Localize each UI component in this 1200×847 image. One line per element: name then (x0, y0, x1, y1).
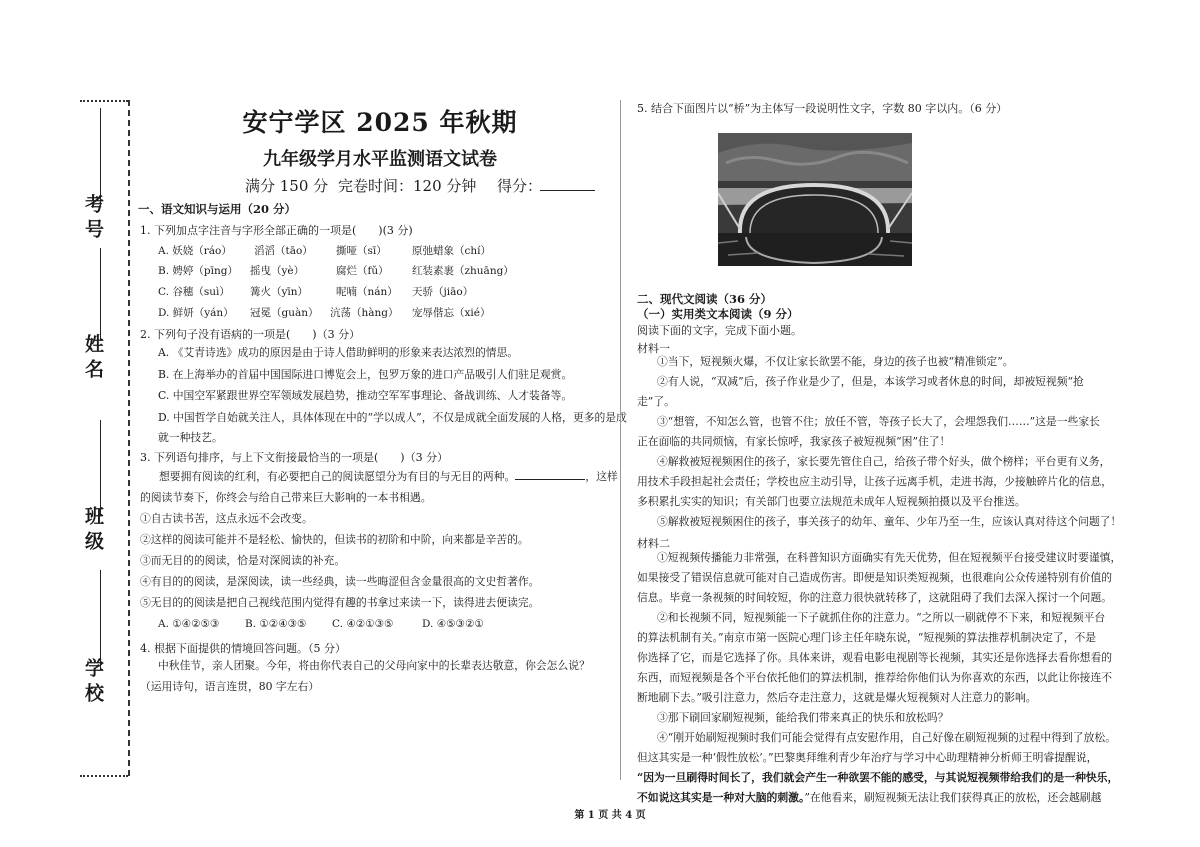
exam-subtitle: 九年级学月水平监测语文试卷 (263, 149, 497, 170)
material1-line: ⑤解救被短视频困住的孩子，事关孩子的幼年、童年、少年乃至一生，应该认真对待这个问题了！ (657, 515, 1122, 528)
q3-intro-a: 想要拥有阅读的红利，有必要把自己的阅读愿望分为有目的与无目的两种。 (159, 470, 516, 483)
binding-margin-top-edge (80, 100, 128, 102)
material1-line: ②有人说，“双减”后，孩子作业是少了，但是，本该学习或者休息的时间，却被短视频“抢 (657, 375, 1084, 388)
name-blank[interactable] (100, 248, 101, 340)
q3-stem: 3. 下列语句排序，与上下文衔接最恰当的一项是( )（3 分） (140, 451, 449, 464)
material2-line: 你选择了它，而是它选择了你。具体来讲，观看电影电视剧等长视频，其实还是你选择去看你想看的 (637, 651, 1113, 664)
q3-item: ③而无目的的阅读，恰是对深阅读的补充。 (140, 554, 346, 567)
q2-line: D. 中国哲学自始就关注人，具体体现在中的“学以成人”，不仅是成就全面发展的人格，更多的是成 (158, 411, 627, 424)
q3-intro-b: ，这样 (585, 470, 618, 483)
exam-title: 安宁学区 2025 年秋期 (242, 108, 518, 137)
q5-stem: 5. 结合下面图片以“桥”为主体写一段说明性文字，字数 80 字以内。（6 分） (637, 102, 1008, 115)
q3-intro-c: 的阅读节奏下，你终会与给自己带来巨大影响的一本书相遇。 (140, 491, 432, 504)
q1-option-d-3: 沆荡（hàng） (330, 307, 399, 319)
material2-p4-bold: 不如说这其实是一种对大脑的刺激。 (637, 791, 805, 804)
material2-line: 东西，而短视频是各个平台依托他们的算法机制，推荐给你他们认为你喜欢的东西，以此让你接连不 (637, 671, 1113, 684)
material1-line: ①当下，短视频火爆，不仅让家长欲罢不能，身边的孩子也被“精准锁定”。 (657, 355, 1014, 368)
material2-line: 断地刷下去。”吸引注意力，然后夺走注意力，这就是爆火短视频对人注意力的影响。 (637, 691, 1037, 704)
class-blank[interactable] (100, 420, 101, 516)
material2-p4-line: 但这其实是一种‘假性放松’。”巴黎奥拜维利青少年治疗与学习中心助理精神分析师王明睿提醒说， (637, 751, 1098, 764)
q4-stem: 4. 根据下面提供的情境回答问题。（5 分） (140, 642, 346, 655)
q2-line: C. 中国空军紧跟世界空军领域发展趋势，推动空军军事理论、备战训练、人才装备等。 (158, 389, 573, 402)
q1-option-a-3: 撕哑（sī） (336, 245, 387, 257)
exam-no-label: 考号 (82, 194, 104, 244)
score-blank[interactable] (540, 190, 595, 191)
q3-item: ②这样的阅读可能并不是轻松、愉快的，但读书的初阶和中阶，向来都是辛苦的。 (140, 533, 529, 546)
reading-instruction: 阅读下面的文字，完成下面小题。 (637, 324, 802, 337)
q1-stem: 1. 下列加点字注音与字形全部正确的一项是( )(3 分) (140, 224, 413, 237)
part1-heading: 一、语文知识与运用（20 分） (138, 202, 297, 216)
q3-choice-c: C. ④②①③⑤ (332, 618, 394, 630)
q3-answer-blank[interactable] (515, 469, 585, 480)
material2-p4-tail: ”在他看来，刷短视频无法让我们获得真正的放松，还会越刷越 (804, 791, 1102, 804)
material2-p4-line (637, 788, 1101, 808)
name-label: 姓名 (82, 334, 104, 384)
q2-line: B. 在上海举办的首届中国国际进口博览会上，包罗万象的进口产品吸引人们驻足观赏。 (158, 368, 573, 381)
exam-time: 完卷时间：120 分钟 (338, 177, 477, 195)
full-marks: 满分 150 分 (245, 177, 329, 195)
material1-line: 正在面临的共同烦恼，有家长惊呼，我家孩子被短视频“困”住了！ (637, 435, 951, 448)
page-footer: 第 1 页 共 4 页 (574, 810, 646, 821)
q3-choice-d: D. ④⑤③②① (422, 618, 484, 630)
q2-line: A. 《艾青诗选》成功的原因是由于诗人借助鲜明的形象来表达浓烈的情思。 (158, 346, 519, 359)
q2-line: 就一种技艺。 (158, 431, 223, 444)
binding-margin-bottom-edge (80, 775, 128, 777)
q1-option-b-4: 红装素裹（zhuāng） (412, 265, 514, 277)
material2-label: 材料二 (637, 537, 670, 550)
material1-line: 走”了。 (637, 395, 675, 408)
q1-option-b-1: B. 娉婷（pīng） (158, 265, 238, 277)
q1-option-a-4: 原弛蜡象（chí） (412, 245, 492, 257)
q1-option-b-3: 腐烂（fǔ） (336, 265, 389, 277)
q3-choice-a: A. ①④②⑤③ (158, 618, 220, 630)
material2-line: ③那下刷回家刷短视频，能给我们带来真正的快乐和放松吗？ (657, 711, 949, 724)
q2-stem: 2. 下列句子没有语病的一项是( )（3 分） (140, 328, 361, 341)
q1-option-c-4: 天骄（jiāo） (412, 286, 474, 298)
bridge-photo (718, 133, 912, 266)
q3-intro-line (159, 467, 618, 487)
material2-line: 信息。毕竟一条视频的时间较短，你的注意力很快就转移了，这就阻碍了我们去深入探讨一个问题。 (637, 591, 1113, 604)
q1-option-c-3: 呢喃（nán） (336, 286, 398, 298)
material1-line: 用技术手段担起社会责任；学校也应主动引导，让孩子远离手机，走进书海，少接触碎片化的信息， (637, 475, 1113, 488)
material1-line: ④解救被短视频困住的孩子，家长要先管住自己，给孩子带个好头，做个榜样；平台更有义务， (657, 455, 1111, 468)
material2-line: ②和长视频不同，短视频能一下子就抓住你的注意力。“之所以一刷就停不下来，和短视频平台 (657, 611, 1106, 624)
q3-choice-b: B. ①②④③⑤ (245, 618, 307, 630)
q3-item: ①自古读书苦，这点永远不会改变。 (140, 512, 313, 525)
q1-option-d-2: 冠冕（guàn） (250, 307, 319, 319)
material1-label: 材料一 (637, 342, 670, 355)
material2-p4-line: “因为一旦刷得时间长了，我们就会产生一种欲罢不能的感受，与其说短视频带给我们的是一种快乐， (637, 771, 1119, 784)
material1-line: 多积累扎实实的知识；有关部门也要立法规范未成年人短视频拍摄以及平台推送。 (637, 495, 1026, 508)
school-blank[interactable] (100, 570, 101, 670)
q4-line: 中秋佳节，亲人团聚。今年，将由你代表自己的父母向家中的长辈表达敬意，你会怎么说？ (158, 659, 590, 672)
binding-cut-line (128, 100, 130, 776)
q1-option-d-1: D. 鲜妍（yán） (158, 307, 234, 319)
q1-option-d-4: 宠辱偕忘（xié） (412, 307, 491, 319)
class-label: 班级 (82, 506, 104, 556)
q1-option-c-2: 篝火（yīn） (250, 286, 309, 298)
material1-line: ③“想管，不知怎么管，也管不住；放任不管，等孩子长大了，会埋怨我们……”这是一些家长 (657, 415, 1100, 428)
column-divider (620, 100, 621, 780)
part2-heading: 二、现代文阅读（36 分） (637, 292, 773, 306)
q1-option-a-2: 滔滔（tāo） (254, 245, 313, 257)
material2-p4-line: ④“刚开始刷短视频时我们可能会觉得有点安慰作用，自己好像在刷短视频的过程中得到了放松。 (657, 731, 1116, 744)
material2-line: 如果接受了错误信息就可能对自己造成伤害。即便是知识类短视频，也很难向公众传递特别有价值的 (637, 571, 1113, 584)
material2-line: 的算法机制有关。”南京市第一医院心理门诊主任年晓东说，“短视频的算法推荐机制决定了，不是 (637, 631, 1097, 644)
q1-option-b-2: 摇曳（yè） (250, 265, 305, 277)
school-label: 学校 (82, 658, 104, 708)
q1-option-c-1: C. 谷穗（suì） (158, 286, 230, 298)
q3-item: ④有目的的阅读，是深阅读，读一些经典，读一些晦涩但含金量很高的文史哲著作。 (140, 575, 540, 588)
q4-line: （运用诗句，语言连贯，80 字左右） (140, 680, 320, 693)
score-label: 得分： (497, 177, 543, 195)
material2-line: ①短视频传播能力非常强，在科普知识方面确实有先天优势，但在短视频平台接受建议时要谨慎， (657, 551, 1122, 564)
exam-no-blank[interactable] (100, 108, 101, 206)
part2-subheading: （一）实用类文本阅读（9 分） (637, 307, 799, 321)
q1-option-a-1: A. 妖娆（ráo） (158, 245, 232, 257)
q3-item: ⑤无目的的阅读是把自己视线范围内觉得有趣的书拿过来读一下，读得进去便读完。 (140, 596, 540, 609)
